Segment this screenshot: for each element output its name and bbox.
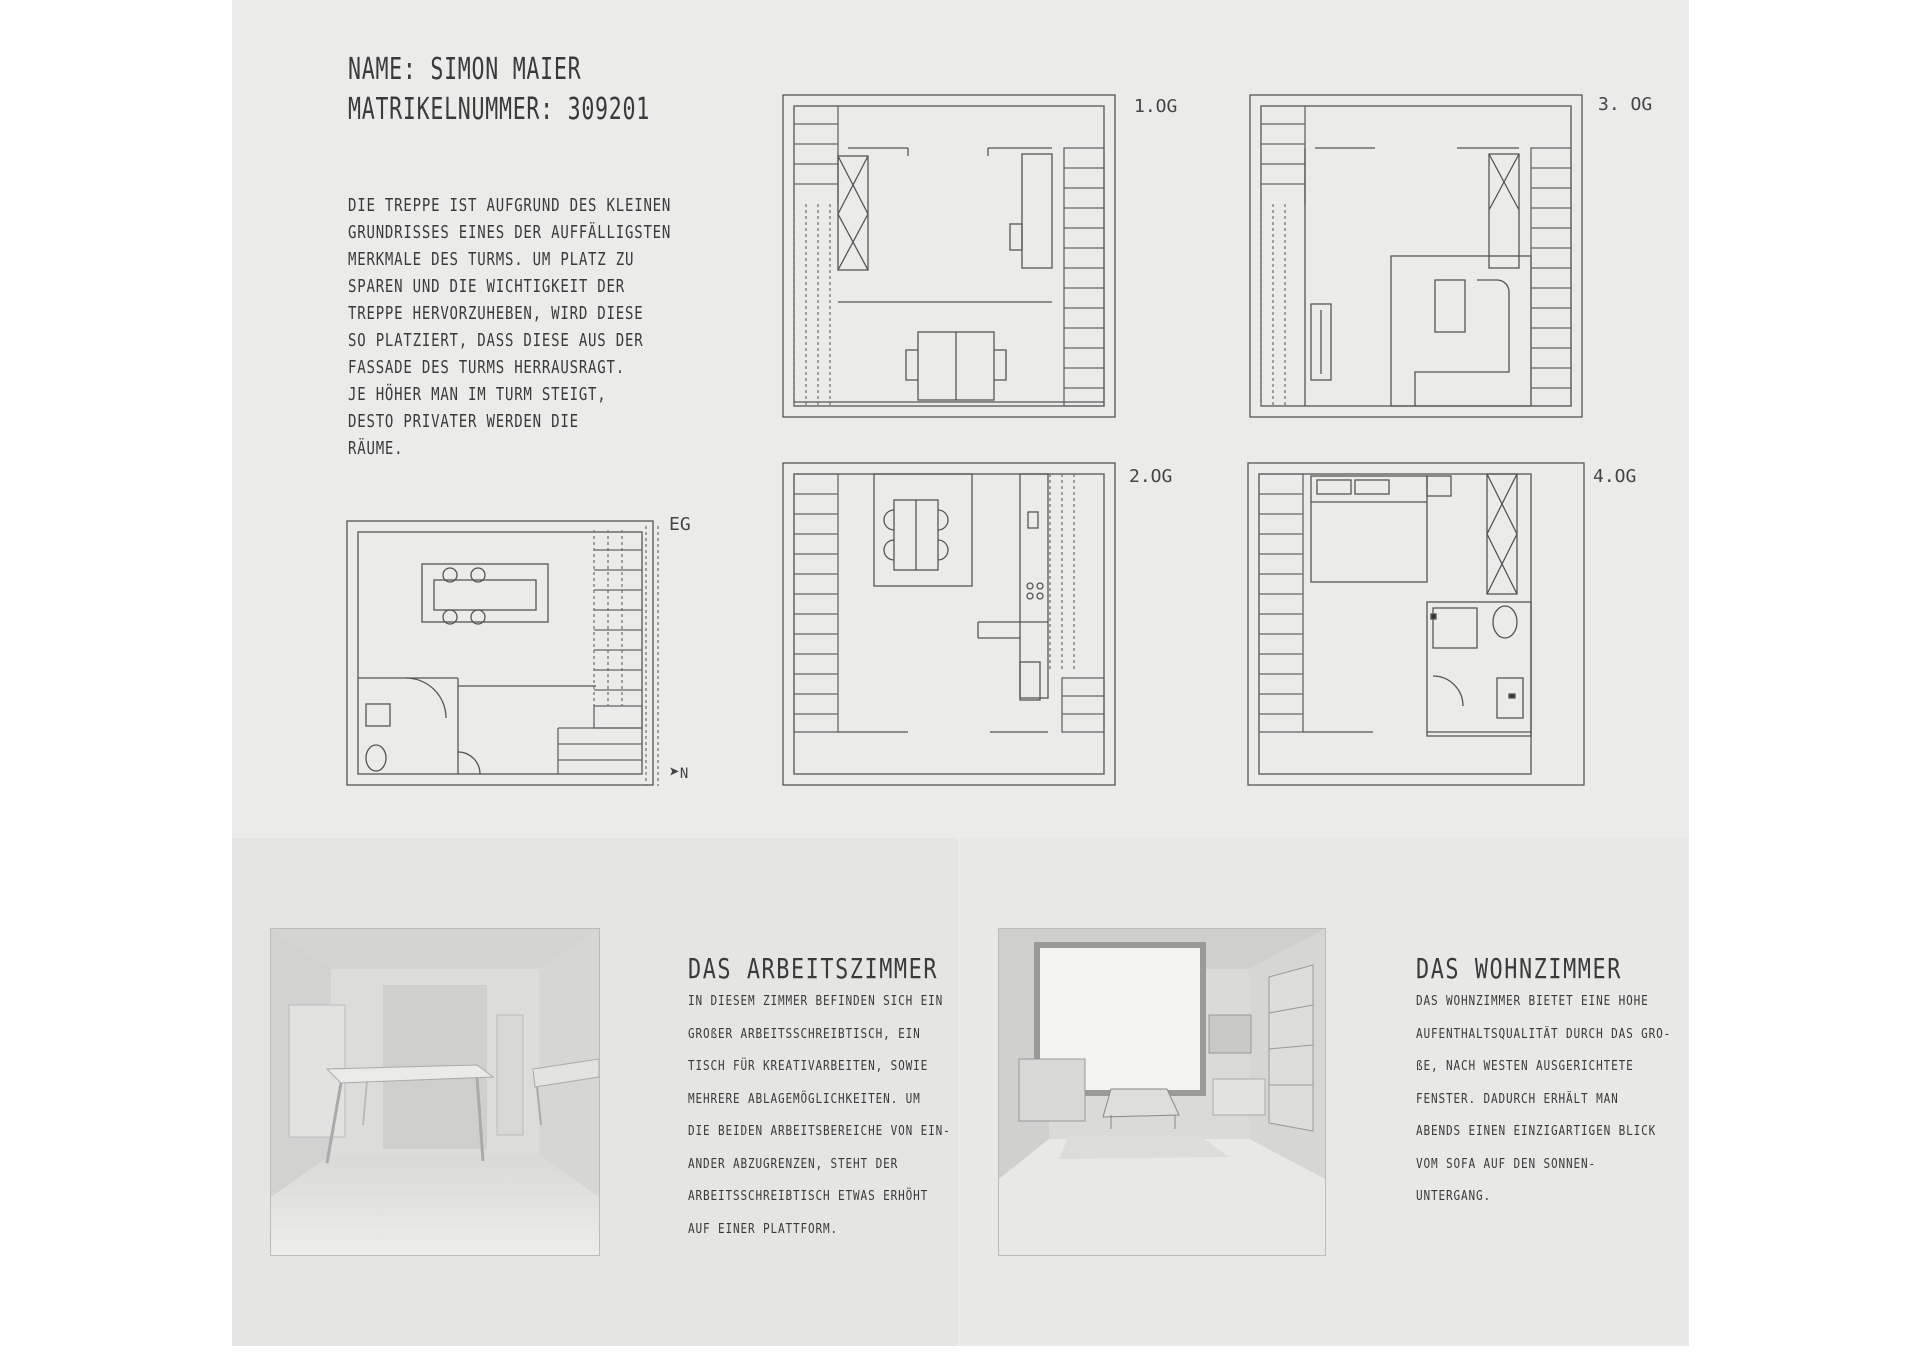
intro-line: TREPPE HERVORZUHEBEN, WIRD DIESE [348,303,644,324]
arbeitszimmer-line: AUF EINER PLATTFORM. [688,1221,839,1237]
intro-text [348,192,768,462]
label-og2: 2.OG [1129,466,1173,487]
floor-plan-og1 [782,94,1118,420]
arbeitszimmer-line: TISCH FÜR KREATIVARBEITEN, SOWIE [688,1059,929,1074]
wohnzimmer-line: UNTERGANG. [1416,1189,1492,1204]
arbeitszimmer-line: ARBEITSSCHREIBTISCH ETWAS ERHÖHT [688,1189,929,1204]
wohnzimmer-rendering [998,928,1326,1256]
student-matrikel-number: MATRIKELNUMMER: 309201 [348,92,650,127]
floor-plan-og3 [1249,94,1585,420]
arbeitszimmer-title: DAS ARBEITSZIMMER [688,952,939,985]
intro-line: SO PLATZIERT, DASS DIESE AUS DER [348,330,644,351]
wohnzimmer-line: FENSTER. DADURCH ERHÄLT MAN [1416,1091,1619,1107]
intro-line: MERKMALE DES TURMS. UM PLATZ ZU [348,249,635,270]
intro-line: SPAREN UND DIE WICHTIGKEIT DER [348,276,625,297]
wohnzimmer-line: ßE, NACH WESTEN AUSGERICHTETE [1416,1059,1634,1074]
label-og1: 1.OG [1134,96,1178,117]
intro-line: JE HÖHER MAN IM TURM STEIGT, [348,384,607,405]
floor-plan-eg [346,520,666,790]
floor-plan-og2 [782,462,1118,788]
drawing-sheet [232,0,1689,1346]
wohnzimmer-line: AUFENTHALTSQUALITÄT DURCH DAS GRO- [1416,1026,1672,1042]
intro-line: DESTO PRIVATER WERDEN DIE [348,411,579,432]
north-arrow [669,762,688,783]
arbeitszimmer-line: DIE BEIDEN ARBEITSBEREICHE VON EIN- [688,1124,951,1139]
arbeitszimmer-line: IN DIESEM ZIMMER BEFINDEN SICH EIN [688,994,944,1009]
arbeitszimmer-description [688,986,997,1246]
wohnzimmer-line: VOM SOFA AUF DEN SONNEN- [1416,1156,1597,1172]
wohnzimmer-line: ABENDS EINEN EINZIGARTIGEN BLICK [1416,1124,1657,1139]
label-og3: 3. OG [1598,94,1653,115]
intro-line: FASSADE DES TURMS HERRAUSRAGT. [348,357,625,378]
student-name: NAME: SIMON MAIER [348,52,582,87]
north-arrow-icon: ➤ [669,762,680,783]
label-eg: EG [669,514,691,535]
wohnzimmer-title: DAS WOHNZIMMER [1416,952,1622,985]
floor-plan-og4 [1247,462,1587,788]
wohnzimmer-description [1416,986,1716,1214]
arbeitszimmer-rendering [270,928,600,1256]
arbeitszimmer-line: GROßER ARBEITSSCHREIBTISCH, EIN [688,1026,921,1042]
intro-line: DIE TREPPE IST AUFGRUND DES KLEINEN [348,195,672,216]
north-label: N [679,766,689,782]
intro-line: GRUNDRISSES EINES DER AUFFÄLLIGSTEN [348,222,672,243]
wohnzimmer-line: DAS WOHNZIMMER BIETET EINE HOHE [1416,994,1649,1009]
arbeitszimmer-line: MEHRERE ABLAGEMÖGLICHKEITEN. UM [688,1091,921,1107]
intro-line: RÄUME. [348,438,404,459]
arbeitszimmer-line: ANDER ABZUGRENZEN, STEHT DER [688,1156,899,1172]
label-og4: 4.OG [1593,466,1637,487]
